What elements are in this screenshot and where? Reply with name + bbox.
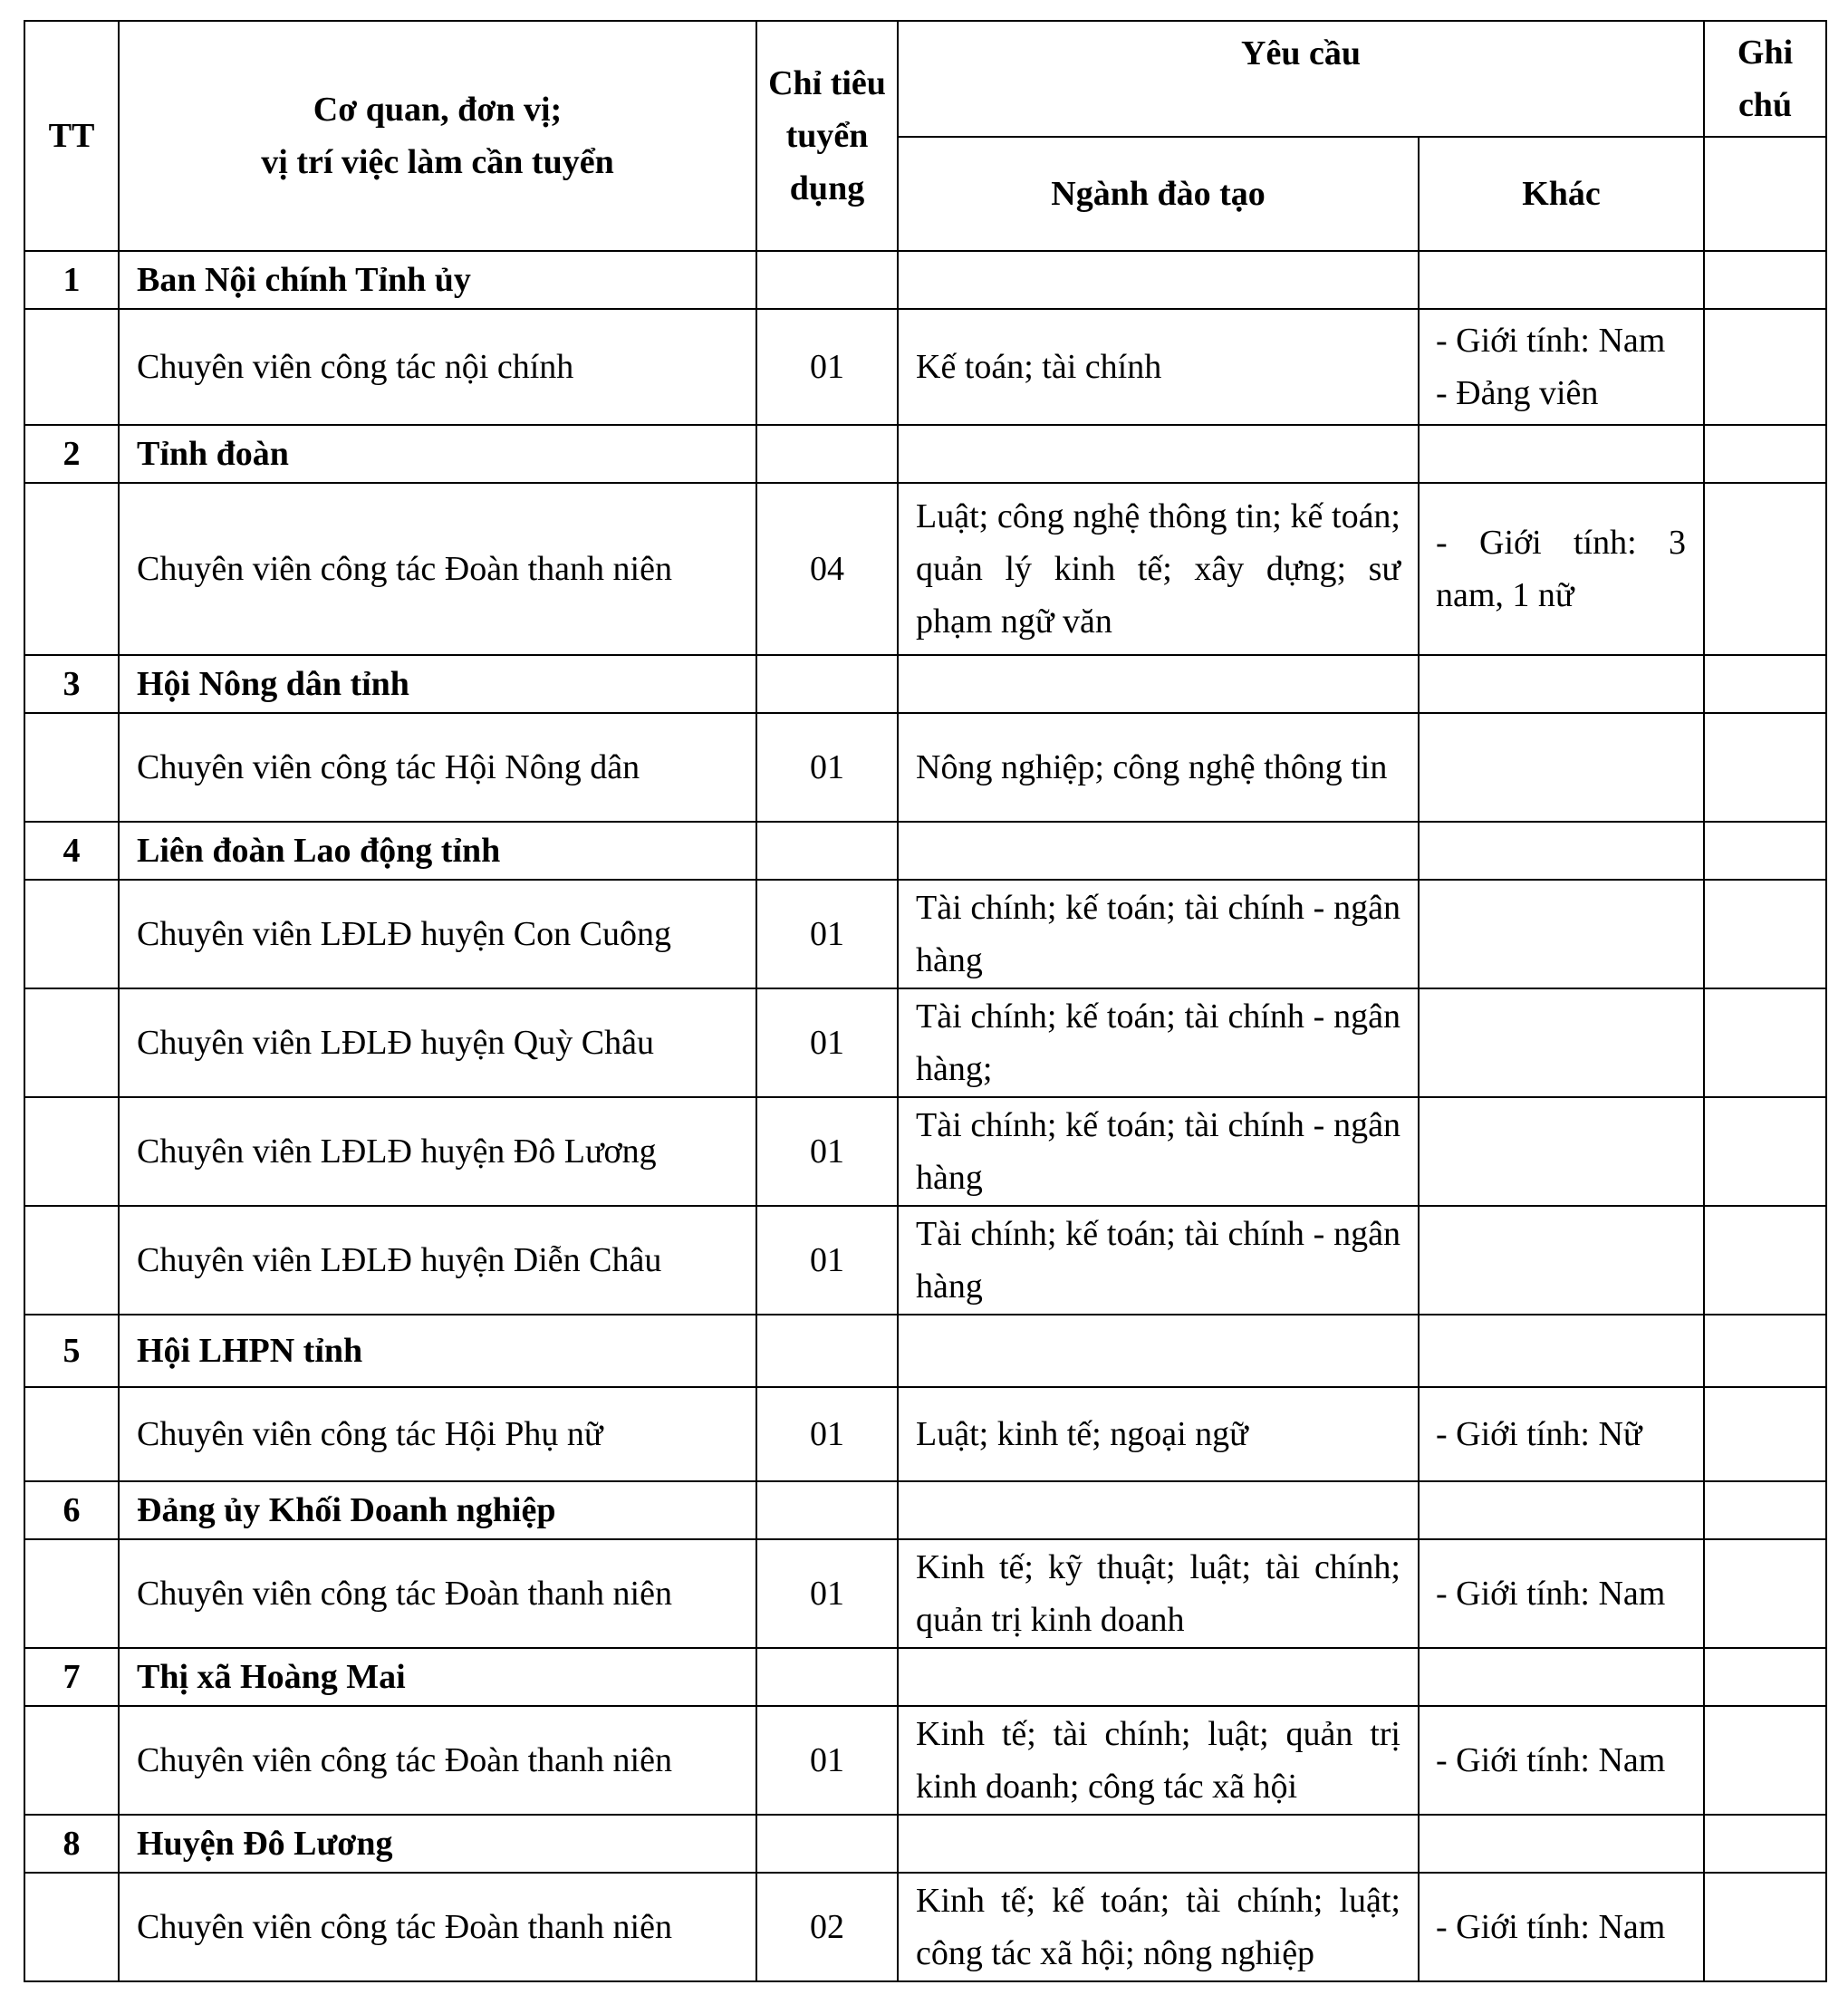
group-unit: Huyện Đô Lương	[119, 1815, 756, 1873]
position-row	[24, 309, 1826, 425]
requirement-line: - Giới tính: Nam	[1436, 1741, 1666, 1779]
position-other	[1419, 483, 1704, 655]
header-other: Khác	[1419, 137, 1704, 251]
empty-cell	[898, 1315, 1419, 1387]
position-title: Chuyên viên công tác Đoàn thanh niên	[119, 1706, 756, 1815]
position-title: Chuyên viên công tác Đoàn thanh niên	[119, 1873, 756, 1981]
position-quota: 01	[756, 1706, 898, 1815]
empty-cell	[898, 822, 1419, 880]
group-unit: Hội Nông dân tỉnh	[119, 655, 756, 713]
group-tt: 1	[24, 251, 119, 309]
position-row	[24, 713, 1826, 822]
empty-cell	[898, 1648, 1419, 1706]
position-quota: 01	[756, 713, 898, 822]
position-note	[1704, 1539, 1826, 1648]
empty-cell	[898, 251, 1419, 309]
empty-cell	[1704, 425, 1826, 483]
group-tt: 6	[24, 1481, 119, 1539]
group-row	[24, 251, 1826, 309]
header-note-empty	[1704, 137, 1826, 251]
position-other	[1419, 1097, 1704, 1206]
group-row	[24, 1815, 1826, 1873]
empty-cell	[1419, 822, 1704, 880]
position-row	[24, 1387, 1826, 1481]
position-major: Kế toán; tài chính	[898, 309, 1419, 425]
empty-cell	[1704, 251, 1826, 309]
position-other	[1419, 1706, 1704, 1815]
empty-cell	[898, 1481, 1419, 1539]
group-unit: Tỉnh đoàn	[119, 425, 756, 483]
group-unit: Liên đoàn Lao động tỉnh	[119, 822, 756, 880]
position-quota: 01	[756, 1097, 898, 1206]
position-tt	[24, 1539, 119, 1648]
group-tt: 4	[24, 822, 119, 880]
header-requirements: Yêu cầu	[898, 21, 1704, 137]
position-title: Chuyên viên công tác Đoàn thanh niên	[119, 483, 756, 655]
empty-cell	[1419, 251, 1704, 309]
empty-cell	[898, 1815, 1419, 1873]
position-tt	[24, 713, 119, 822]
position-note	[1704, 988, 1826, 1097]
empty-cell	[756, 822, 898, 880]
position-tt	[24, 1097, 119, 1206]
empty-cell	[898, 655, 1419, 713]
position-tt	[24, 1873, 119, 1981]
position-row	[24, 1206, 1826, 1315]
position-note	[1704, 1706, 1826, 1815]
position-other	[1419, 309, 1704, 425]
group-unit: Hội LHPN tỉnh	[119, 1315, 756, 1387]
position-row	[24, 880, 1826, 988]
group-tt: 7	[24, 1648, 119, 1706]
position-note	[1704, 1873, 1826, 1981]
requirement-line: - Giới tính: Nữ	[1436, 1415, 1642, 1453]
position-row	[24, 1539, 1826, 1648]
header-quota: Chỉ tiêu tuyển dụng	[756, 21, 898, 251]
position-major: Tài chính; kế toán; tài chính - ngân hàng	[898, 1097, 1419, 1206]
requirement-line: - Đảng viên	[1436, 374, 1599, 412]
position-title: Chuyên viên công tác Hội Nông dân	[119, 713, 756, 822]
empty-cell	[1704, 655, 1826, 713]
position-quota: 01	[756, 1387, 898, 1481]
position-note	[1704, 880, 1826, 988]
empty-cell	[756, 655, 898, 713]
position-major: Kinh tế; kế toán; tài chính; luật; công tác xã hội; nông nghiệp	[898, 1873, 1419, 1981]
position-row	[24, 1706, 1826, 1815]
empty-cell	[1704, 1648, 1826, 1706]
position-quota: 04	[756, 483, 898, 655]
position-other	[1419, 713, 1704, 822]
header-major: Ngành đào tạo	[898, 137, 1419, 251]
position-tt	[24, 483, 119, 655]
empty-cell	[756, 425, 898, 483]
empty-cell	[1419, 1315, 1704, 1387]
position-title: Chuyên viên công tác nội chính	[119, 309, 756, 425]
group-unit: Đảng ủy Khối Doanh nghiệp	[119, 1481, 756, 1539]
position-major: Luật; kinh tế; ngoại ngữ	[898, 1387, 1419, 1481]
position-quota: 02	[756, 1873, 898, 1981]
table-body	[24, 251, 1826, 1981]
group-row	[24, 822, 1826, 880]
header-unit-line1: Cơ quan, đơn vị;	[313, 91, 563, 129]
group-row	[24, 1481, 1826, 1539]
position-other	[1419, 1387, 1704, 1481]
position-major: Tài chính; kế toán; tài chính - ngân hàng	[898, 880, 1419, 988]
empty-cell	[1704, 822, 1826, 880]
group-row	[24, 425, 1826, 483]
group-row	[24, 1648, 1826, 1706]
recruitment-table	[24, 20, 1827, 1982]
empty-cell	[1419, 1815, 1704, 1873]
group-row	[24, 655, 1826, 713]
requirement-line: - Giới tính: Nam	[1436, 1575, 1666, 1613]
requirement-line: - Giới tính: Nam	[1436, 1908, 1666, 1946]
position-other	[1419, 1873, 1704, 1981]
empty-cell	[1419, 1481, 1704, 1539]
position-tt	[24, 309, 119, 425]
position-title: Chuyên viên công tác Đoàn thanh niên	[119, 1539, 756, 1648]
position-title: Chuyên viên LĐLĐ huyện Con Cuông	[119, 880, 756, 988]
empty-cell	[1419, 1648, 1704, 1706]
position-other	[1419, 1539, 1704, 1648]
empty-cell	[756, 1648, 898, 1706]
position-note	[1704, 483, 1826, 655]
group-tt: 8	[24, 1815, 119, 1873]
empty-cell	[1419, 425, 1704, 483]
position-tt	[24, 1206, 119, 1315]
position-title: Chuyên viên LĐLĐ huyện Quỳ Châu	[119, 988, 756, 1097]
position-other	[1419, 880, 1704, 988]
empty-cell	[756, 1815, 898, 1873]
empty-cell	[756, 1315, 898, 1387]
position-tt	[24, 988, 119, 1097]
empty-cell	[756, 251, 898, 309]
group-row	[24, 1315, 1826, 1387]
position-tt	[24, 1706, 119, 1815]
position-note	[1704, 713, 1826, 822]
position-quota: 01	[756, 1206, 898, 1315]
header-unit	[119, 21, 756, 251]
empty-cell	[1419, 655, 1704, 713]
empty-cell	[1704, 1315, 1826, 1387]
header-tt: TT	[24, 21, 119, 251]
header-note: Ghi chú	[1704, 21, 1826, 137]
position-other	[1419, 988, 1704, 1097]
empty-cell	[1704, 1481, 1826, 1539]
position-quota: 01	[756, 988, 898, 1097]
position-title: Chuyên viên LĐLĐ huyện Diễn Châu	[119, 1206, 756, 1315]
position-title: Chuyên viên công tác Hội Phụ nữ	[119, 1387, 756, 1481]
position-title: Chuyên viên LĐLĐ huyện Đô Lương	[119, 1097, 756, 1206]
empty-cell	[756, 1481, 898, 1539]
position-row	[24, 988, 1826, 1097]
position-note	[1704, 1097, 1826, 1206]
header-unit-line2: vị trí việc làm cần tuyển	[261, 143, 614, 181]
position-row	[24, 1097, 1826, 1206]
position-note	[1704, 1387, 1826, 1481]
requirement-line: - Giới tính: 3 nam, 1 nữ	[1436, 524, 1687, 614]
group-unit: Ban Nội chính Tỉnh ủy	[119, 251, 756, 309]
position-major: Kinh tế; tài chính; luật; quản trị kinh doanh; công tác xã hội	[898, 1706, 1419, 1815]
position-major: Tài chính; kế toán; tài chính - ngân hàng	[898, 1206, 1419, 1315]
group-tt: 2	[24, 425, 119, 483]
position-other	[1419, 1206, 1704, 1315]
position-major: Tài chính; kế toán; tài chính - ngân hàng;	[898, 988, 1419, 1097]
position-major: Nông nghiệp; công nghệ thông tin	[898, 713, 1419, 822]
group-unit: Thị xã Hoàng Mai	[119, 1648, 756, 1706]
requirement-line: - Giới tính: Nam	[1436, 322, 1666, 360]
position-row	[24, 1873, 1826, 1981]
position-tt	[24, 1387, 119, 1481]
group-tt: 3	[24, 655, 119, 713]
position-note	[1704, 309, 1826, 425]
position-major: Kinh tế; kỹ thuật; luật; tài chính; quản trị kinh doanh	[898, 1539, 1419, 1648]
position-quota: 01	[756, 309, 898, 425]
position-note	[1704, 1206, 1826, 1315]
position-major: Luật; công nghệ thông tin; kế toán; quản lý kinh tế; xây dựng; sư phạm ngữ văn	[898, 483, 1419, 655]
position-quota: 01	[756, 880, 898, 988]
empty-cell	[1704, 1815, 1826, 1873]
position-quota: 01	[756, 1539, 898, 1648]
group-tt: 5	[24, 1315, 119, 1387]
position-tt	[24, 880, 119, 988]
empty-cell	[898, 425, 1419, 483]
position-row	[24, 483, 1826, 655]
